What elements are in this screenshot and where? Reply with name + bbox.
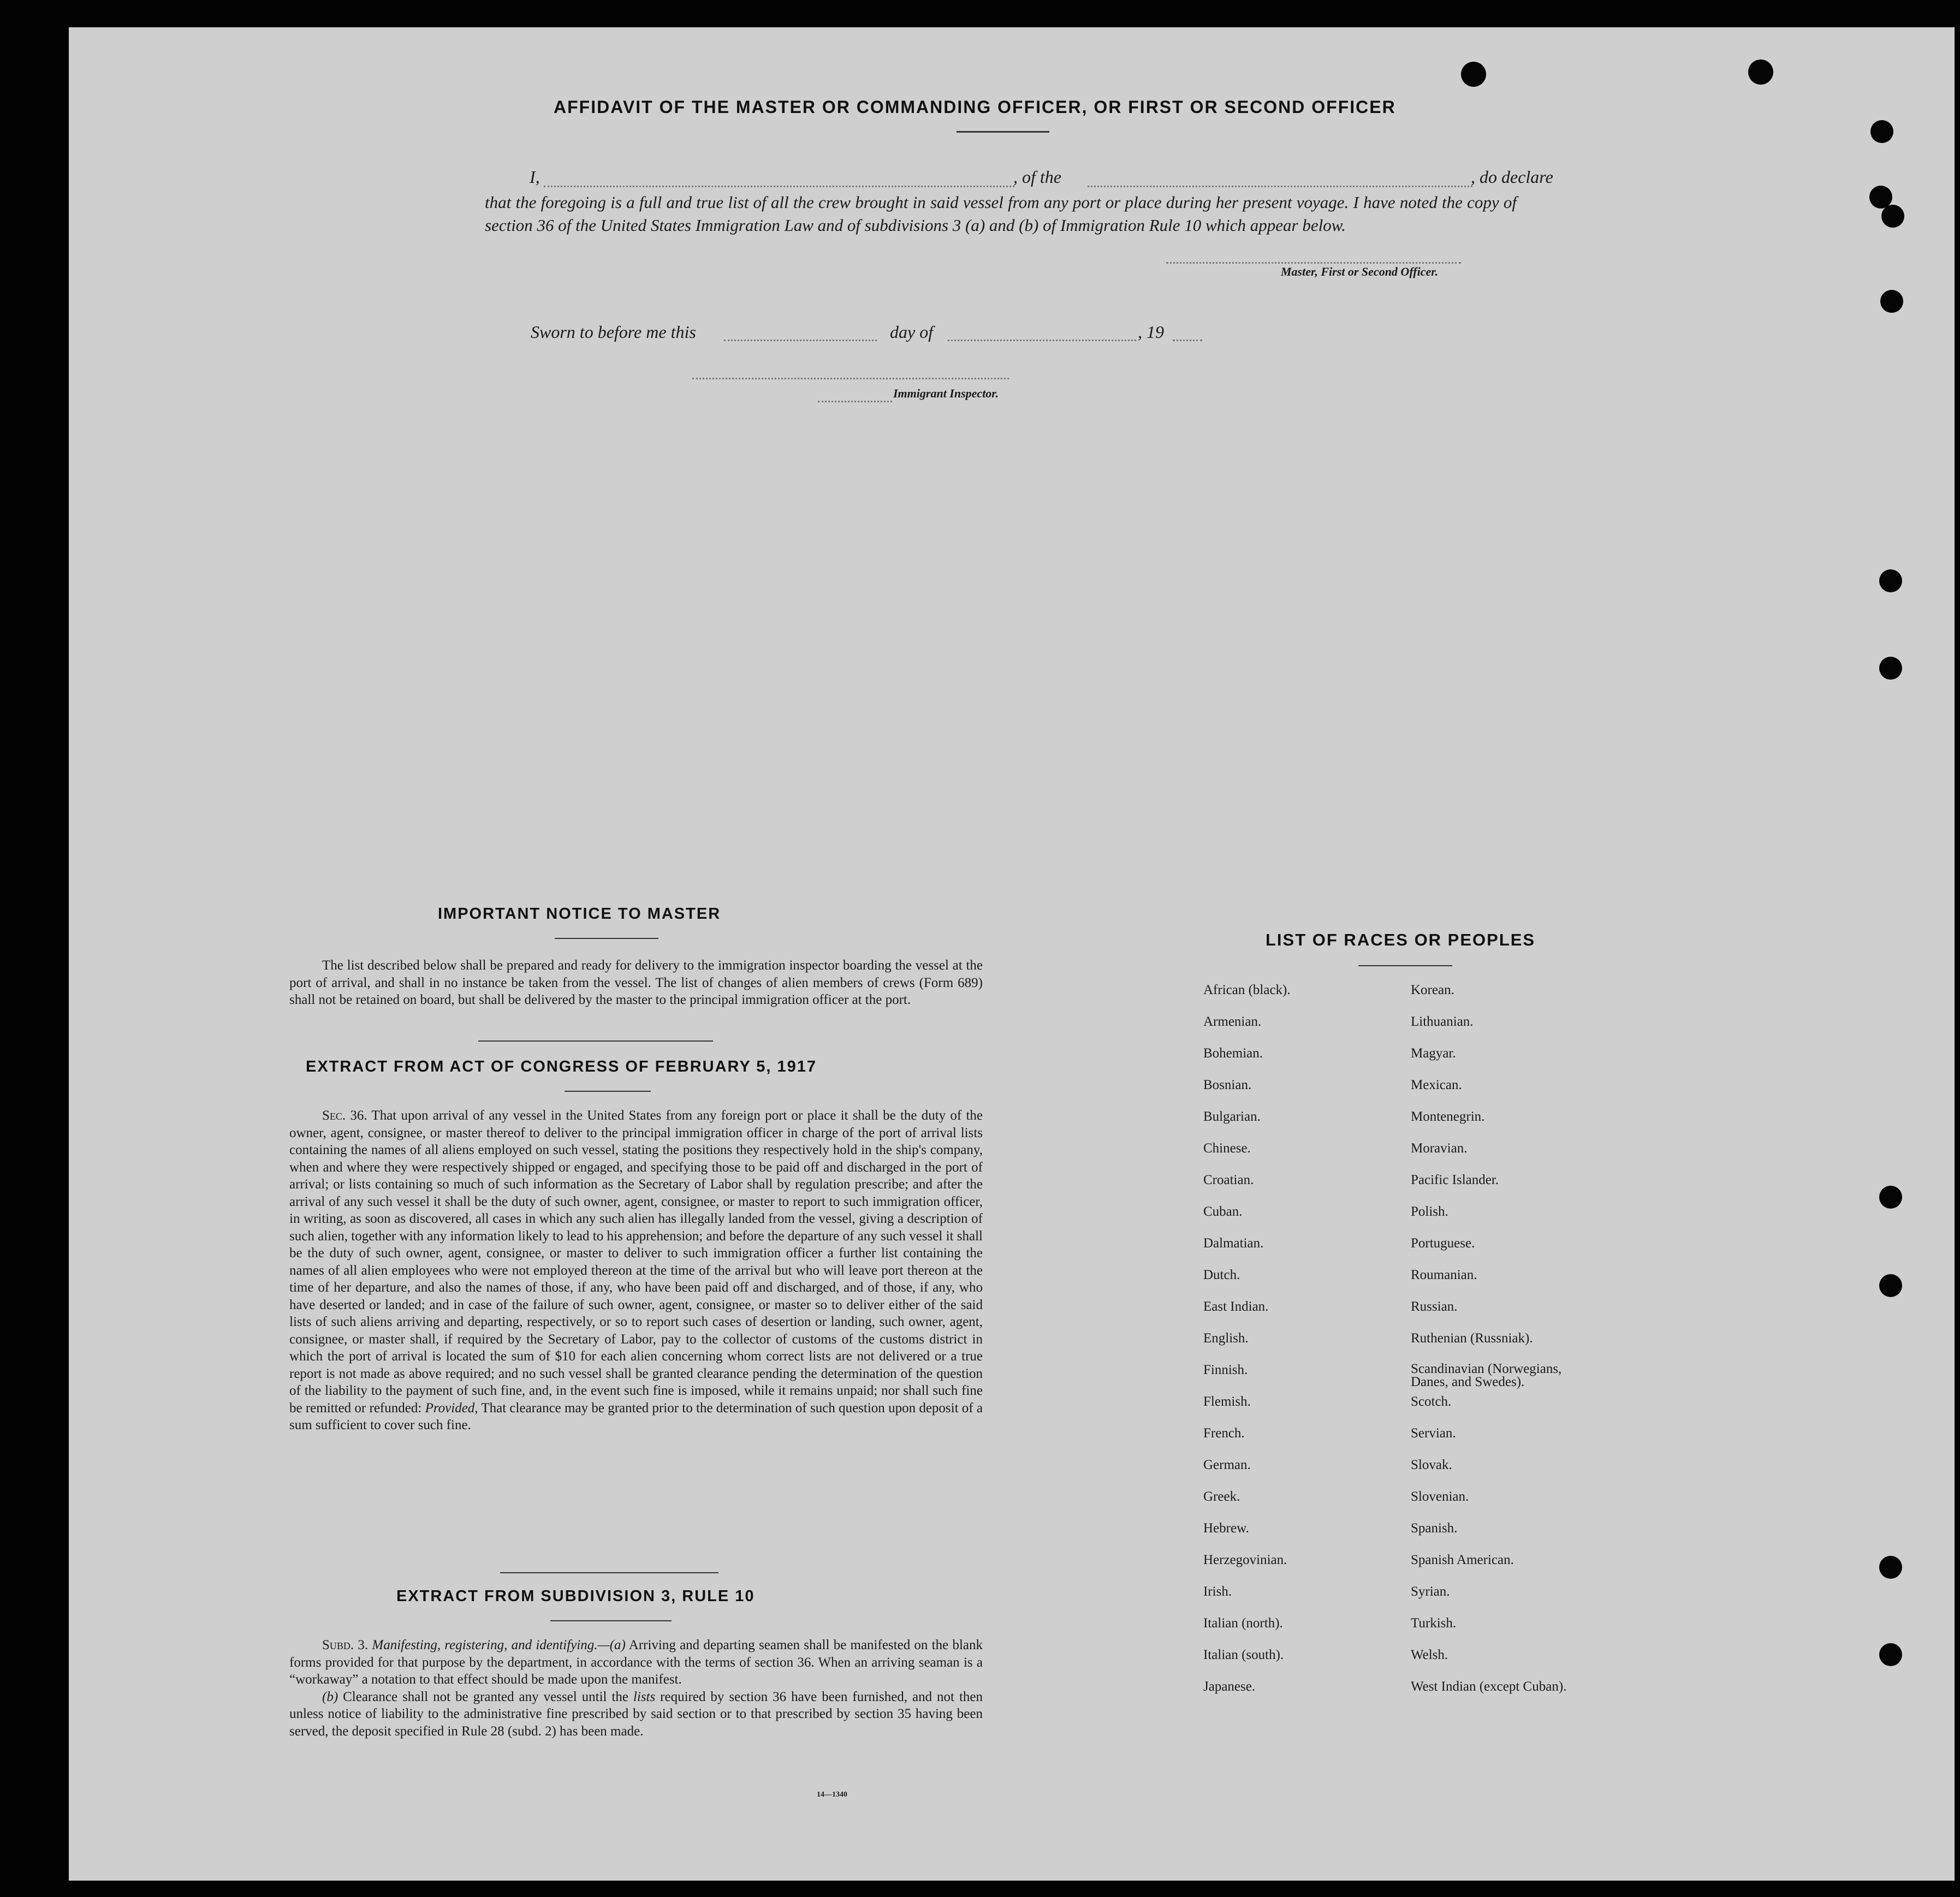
- act-extract-title: EXTRACT FROM ACT OF CONGRESS OF FEBRUARY 5, 1917: [306, 1058, 817, 1075]
- subd-heading: Manifesting, registering, and identifying.—: [372, 1638, 610, 1652]
- races-title: LIST OF RACES OR PEOPLES: [1266, 930, 1536, 949]
- title-rule: [957, 131, 1049, 133]
- race-entry: Bosnian.: [1203, 1078, 1252, 1092]
- race-entry: Turkish.: [1411, 1616, 1457, 1631]
- race-entry: Pacific Islander.: [1411, 1173, 1499, 1187]
- race-entry: Scandinavian (Norwegians, Danes, and Swedes).: [1411, 1361, 1562, 1389]
- race-entry: Korean.: [1411, 983, 1454, 997]
- race-entry: Scotch.: [1411, 1394, 1452, 1409]
- para-b-text-2: required by section 36 have been furnished, and not then unless notice of liability to the administrative fine prescribed by said section or to that prescribed by section 35 having been served, the deposit specified in Rule 28 (subd. 2) has been made.: [289, 1689, 983, 1739]
- race-entry: African (black).: [1203, 983, 1291, 997]
- inspector-label: Immigrant Inspector.: [893, 386, 999, 400]
- punch-hole: [1879, 1556, 1902, 1579]
- day-of-label: day of: [890, 322, 934, 342]
- race-entry: Spanish.: [1411, 1521, 1458, 1536]
- race-entry: Greek.: [1203, 1489, 1240, 1504]
- rule-extract-title: EXTRACT FROM SUBDIVISION 3, RULE 10: [396, 1587, 755, 1605]
- race-entry: Dalmatian.: [1203, 1236, 1264, 1251]
- inspector-label-leader: [818, 401, 892, 402]
- act-rule: [565, 1091, 651, 1092]
- race-entry: French.: [1203, 1426, 1245, 1441]
- punch-hole: [1880, 290, 1903, 313]
- races-rule: [1358, 965, 1452, 966]
- inspector-signature-blank: [692, 378, 1009, 379]
- notice-divider: [478, 1040, 713, 1042]
- sworn-label: Sworn to before me this: [531, 322, 696, 342]
- race-entry: Spanish American.: [1411, 1553, 1514, 1567]
- signature-label: Master, First or Second Officer.: [1281, 265, 1439, 278]
- provided-label: Provided,: [425, 1400, 478, 1416]
- notice-title: IMPORTANT NOTICE TO MASTER: [438, 905, 721, 923]
- affidavit-title: AFFIDAVIT OF THE MASTER OR COMMANDING OFFICER, OR FIRST OR SECOND OFFICER: [554, 97, 1396, 117]
- race-entry: Croatian.: [1203, 1173, 1254, 1187]
- punch-hole: [1879, 569, 1902, 592]
- section-label: Sec. 36.: [322, 1108, 367, 1123]
- section-36-text: That upon arrival of any vessel in the United States from any foreign port or place it shall be the duty of the owner, agent, consignee, or master thereof to deliver to the principal immigration officer in charge of the port of arrival lists containing the names of all aliens employed on such vessel, stating the positions they respectively hold in the ship's company, when and where they were respectively shipped or engaged, and specifying those to be paid off and discharged in the port of arrival; or lists containing so much of such information as the Secretary of Labor shall by regulation prescribe; and after the arrival of any such vessel it shall be the duty of such owner, agent, consignee, or master to report to such immigration officer, in writing, as soon as discovered, all cases in which any such alien has illegally landed from the vessel, giving a description of such alien, together with any information likely to lead to his apprehension; and before the departure of any such vessel it shall be the duty of such owner, agent, consignee, or master to deliver to such immigration officer a further list containing the names of all alien employees who were not employed thereon at the time of the arrival but who will leave port thereon at the time of her departure, and also the names of those, if any, who have been paid off and discharged, and of those, if any, who have deserted or landed; and in case of the failure of such owner, agent, consignee, or master so to deliver either of the said lists of such aliens arriving and departing, respectively, or so to report such cases of desertion or landing, such owner, agent, consignee, or master shall, if required by the Secretary of Labor, pay to the collector of customs of the customs district in which the port of arrival is located the sum of $10 for each alien concerning whom correct lists are not delivered or a true report is not made as above required; and no such vessel shall be granted clearance pending the determination of the question of the liability to the payment of such fine, and, in the event such fine is imposed, while it remains unpaid; nor shall such fine be remitted or refunded:: [289, 1108, 983, 1416]
- punch-hole: [1881, 205, 1904, 228]
- race-entry: Dutch.: [1203, 1268, 1240, 1282]
- punch-hole: [1879, 657, 1902, 680]
- sworn-day-blank: [724, 340, 877, 341]
- of-the-label: , of the: [1013, 167, 1061, 187]
- race-entry: Cuban.: [1203, 1204, 1243, 1219]
- subd-label: Subd. 3.: [322, 1638, 369, 1652]
- race-entry: Portuguese.: [1411, 1236, 1475, 1251]
- notice-text: The list described below shall be prepared and ready for delivery to the immigration inspector boarding the vessel at the port of arrival, and shall in no instance be taken from the vessel. The list of changes of alien members of crews (Form 689) shall not be retained on board, but shall be delivered by the master to the principal immigration officer at the port.: [289, 958, 983, 1007]
- rule-rule: [550, 1620, 672, 1621]
- year-blank: [1173, 340, 1202, 341]
- declarant-label: I,: [530, 167, 540, 187]
- race-entry: East Indian.: [1203, 1299, 1269, 1314]
- vessel-blank: [1088, 186, 1472, 187]
- notice-rule: [555, 938, 658, 939]
- race-entry: Bohemian.: [1203, 1046, 1263, 1061]
- race-entry: Ruthenian (Russniak).: [1411, 1331, 1533, 1346]
- race-entry: Mexican.: [1411, 1078, 1462, 1092]
- para-a-marker: (a): [609, 1638, 626, 1652]
- form-number: 14—1340: [817, 1791, 847, 1799]
- race-entry: German.: [1203, 1458, 1251, 1472]
- para-a-text: Arriving and departing seamen shall be manifested on the blank forms provided for that purpose by the department, in accordance with the terms of section 36. When an arriving seaman is a “workaway” a notation to that effect should be made upon the manifest.: [289, 1638, 983, 1687]
- race-entry: Chinese.: [1203, 1141, 1251, 1156]
- para-b-marker: (b): [322, 1689, 338, 1704]
- race-entry: Japanese.: [1203, 1679, 1256, 1694]
- punch-hole: [1748, 60, 1773, 85]
- race-entry: Slovenian.: [1411, 1489, 1469, 1504]
- race-entry: Servian.: [1411, 1426, 1456, 1441]
- race-entry: Slovak.: [1411, 1458, 1452, 1472]
- punch-hole: [1461, 62, 1486, 87]
- declarant-blank: [544, 186, 1014, 187]
- race-entry: Italian (south).: [1203, 1648, 1284, 1662]
- race-entry: Bulgarian.: [1203, 1109, 1261, 1124]
- year-prefix-label: , 19: [1138, 322, 1164, 342]
- race-entry: English.: [1203, 1331, 1249, 1346]
- race-entry: Moravian.: [1411, 1141, 1468, 1156]
- race-entry: Italian (north).: [1203, 1616, 1283, 1631]
- punch-hole: [1879, 1643, 1902, 1666]
- race-entry: Montenegrin.: [1411, 1109, 1485, 1124]
- race-entry: Syrian.: [1411, 1584, 1450, 1599]
- race-entry: Russian.: [1411, 1299, 1458, 1314]
- declaration-text: that the foregoing is a full and true list of all the crew brought in said vessel from any port or place during her present voyage. I have noted the copy of section 36 of the United States Immigration Law and of subdivisions 3 (a) and (b) of Immigration Rule 10 which appear below.: [485, 193, 1517, 235]
- race-entry: Polish.: [1411, 1204, 1448, 1219]
- document-sheet: [69, 27, 1955, 1881]
- race-entry: Armenian.: [1203, 1014, 1262, 1029]
- race-entry: Herzegovinian.: [1203, 1553, 1287, 1567]
- para-b-text-1: Clearance shall not be granted any vessel until the: [343, 1689, 628, 1704]
- punch-hole: [1870, 120, 1893, 143]
- race-entry: Lithuanian.: [1411, 1014, 1474, 1029]
- race-entry: Finnish.: [1203, 1363, 1248, 1377]
- sworn-month-blank: [948, 340, 1136, 341]
- race-entry: Flemish.: [1203, 1394, 1251, 1409]
- para-b-lists: lists: [633, 1689, 656, 1704]
- rule-extract-text: [289, 1637, 983, 1740]
- signature-blank: [1166, 262, 1461, 264]
- section-36-text-end: That clearance may be granted prior to the determination of such question upon deposit of a sum sufficient to cover such fine.: [289, 1400, 983, 1432]
- race-entry: Irish.: [1203, 1584, 1232, 1599]
- act-divider: [500, 1572, 718, 1573]
- punch-hole: [1879, 1186, 1902, 1209]
- punch-hole: [1879, 1274, 1902, 1297]
- race-entry: Magyar.: [1411, 1046, 1456, 1061]
- race-entry: Welsh.: [1411, 1648, 1448, 1662]
- act-extract-text: [289, 1107, 983, 1434]
- race-entry: Hebrew.: [1203, 1521, 1249, 1536]
- race-entry: West Indian (except Cuban).: [1411, 1679, 1567, 1694]
- race-entry: Roumanian.: [1411, 1268, 1477, 1282]
- do-declare-label: , do declare: [1471, 167, 1553, 187]
